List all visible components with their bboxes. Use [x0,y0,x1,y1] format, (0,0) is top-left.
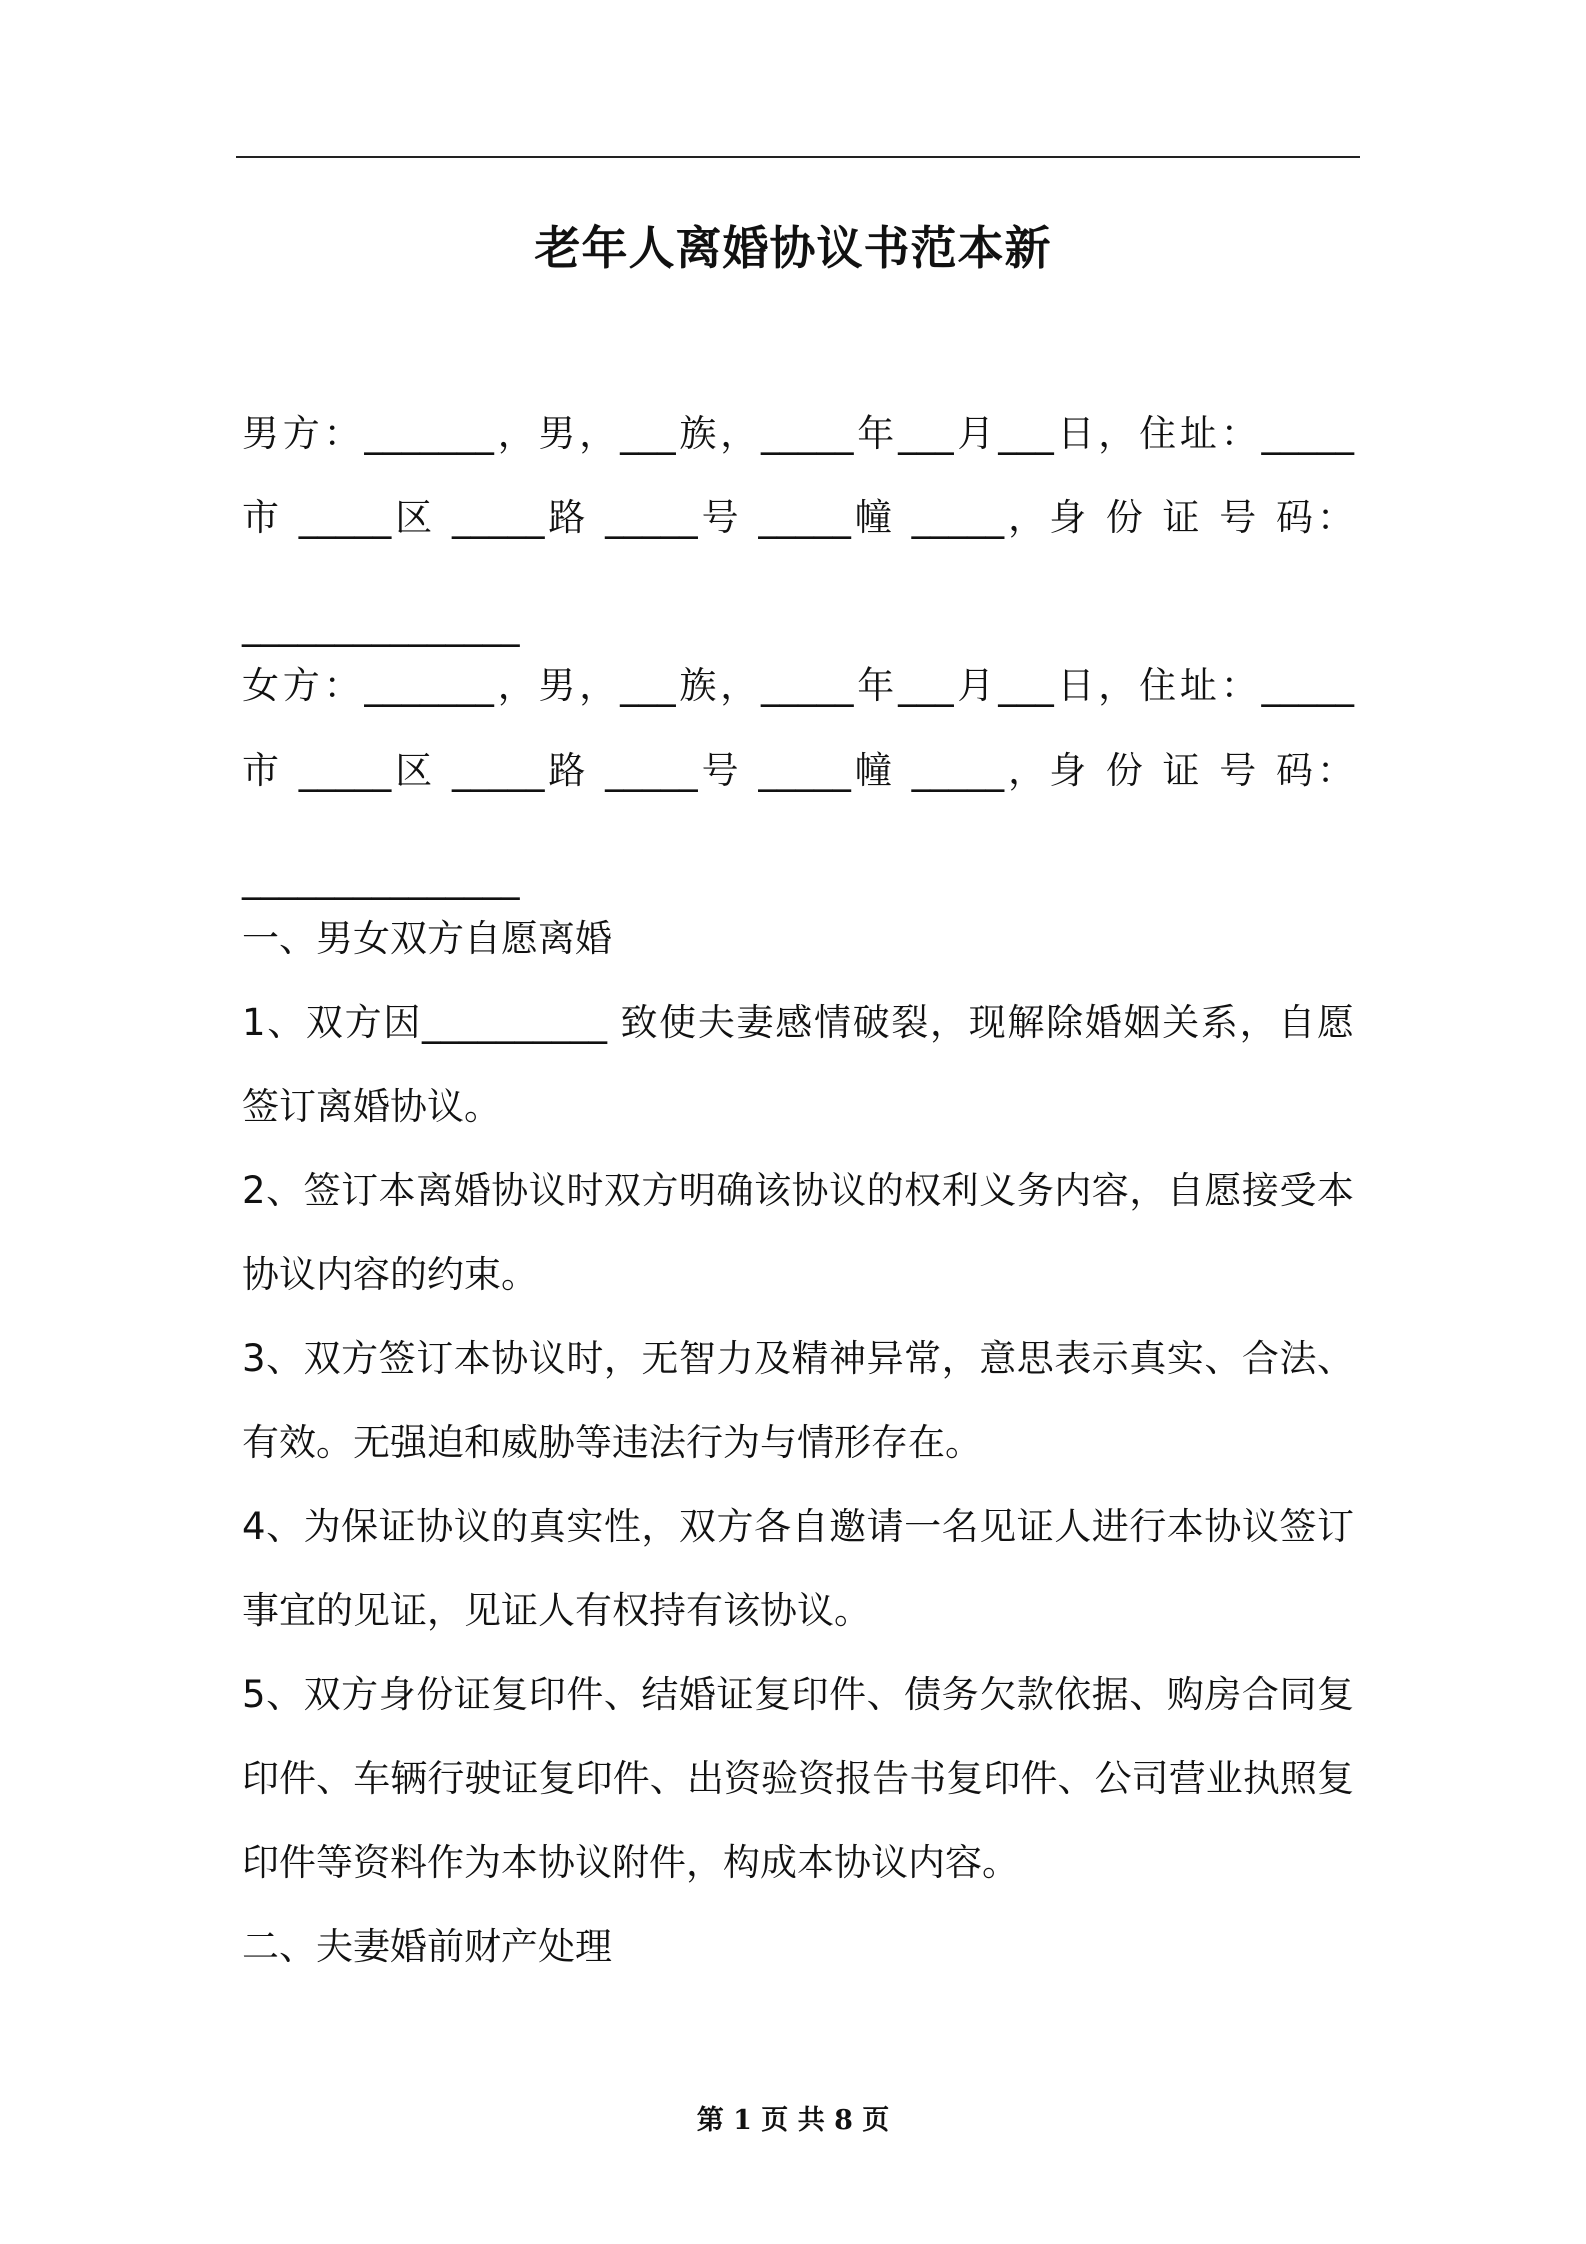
section-heading-1: 一、男女双方自愿离婚 [242,917,612,960]
document-title: 老年人离婚协议书范本新 [534,221,1052,275]
clause-5-line3: 印件等资料作为本协议附件，构成本协议内容。 [242,1841,1019,1884]
female-party-line2: 市 _____区 _____路 _____号 _____幢 _____，身 份 证 号 码： [242,749,1354,792]
male-party-line1: 男方：_______，男，___族，_____年___月___日，住址：_____ [242,412,1354,455]
clause-3-line1: 3、双方签订本协议时，无智力及精神异常，意思表示真实、合法、 [242,1337,1354,1380]
male-party-line2: 市 _____区 _____路 _____号 _____幢 _____，身 份 证 号 码： [242,496,1354,539]
clause-1-line2: 签订离婚协议。 [242,1085,501,1128]
section-heading-2: 二、夫妻婚前财产处理 [242,1925,612,1968]
header-rule [236,156,1360,158]
clause-4-line2: 事宜的见证，见证人有权持有该协议。 [242,1589,871,1632]
clause-5-line1: 5、双方身份证复印件、结婚证复印件、债务欠款依据、购房合同复 [242,1673,1354,1716]
clause-2-line1: 2、签订本离婚协议时双方明确该协议的权利义务内容，自愿接受本 [242,1169,1354,1212]
clause-1-line1: 1、双方因__________ 致使夫妻感情破裂，现解除婚姻关系，自愿 [242,1001,1354,1044]
clause-2-line2: 协议内容的约束。 [242,1253,538,1296]
male-id-blank: _______________ [242,604,520,647]
page-number: 第 1 页 共 8 页 [696,2105,890,2136]
female-party-line1: 女方：_______，男，___族，_____年___月___日，住址：_____ [242,664,1354,707]
clause-4-line1: 4、为保证协议的真实性，双方各自邀请一名见证人进行本协议签订 [242,1505,1354,1548]
female-id-blank: _______________ [242,857,520,900]
clause-5-line2: 印件、车辆行驶证复印件、出资验资报告书复印件、公司营业执照复 [242,1757,1354,1800]
clause-3-line2: 有效。无强迫和威胁等违法行为与情形存在。 [242,1421,982,1464]
